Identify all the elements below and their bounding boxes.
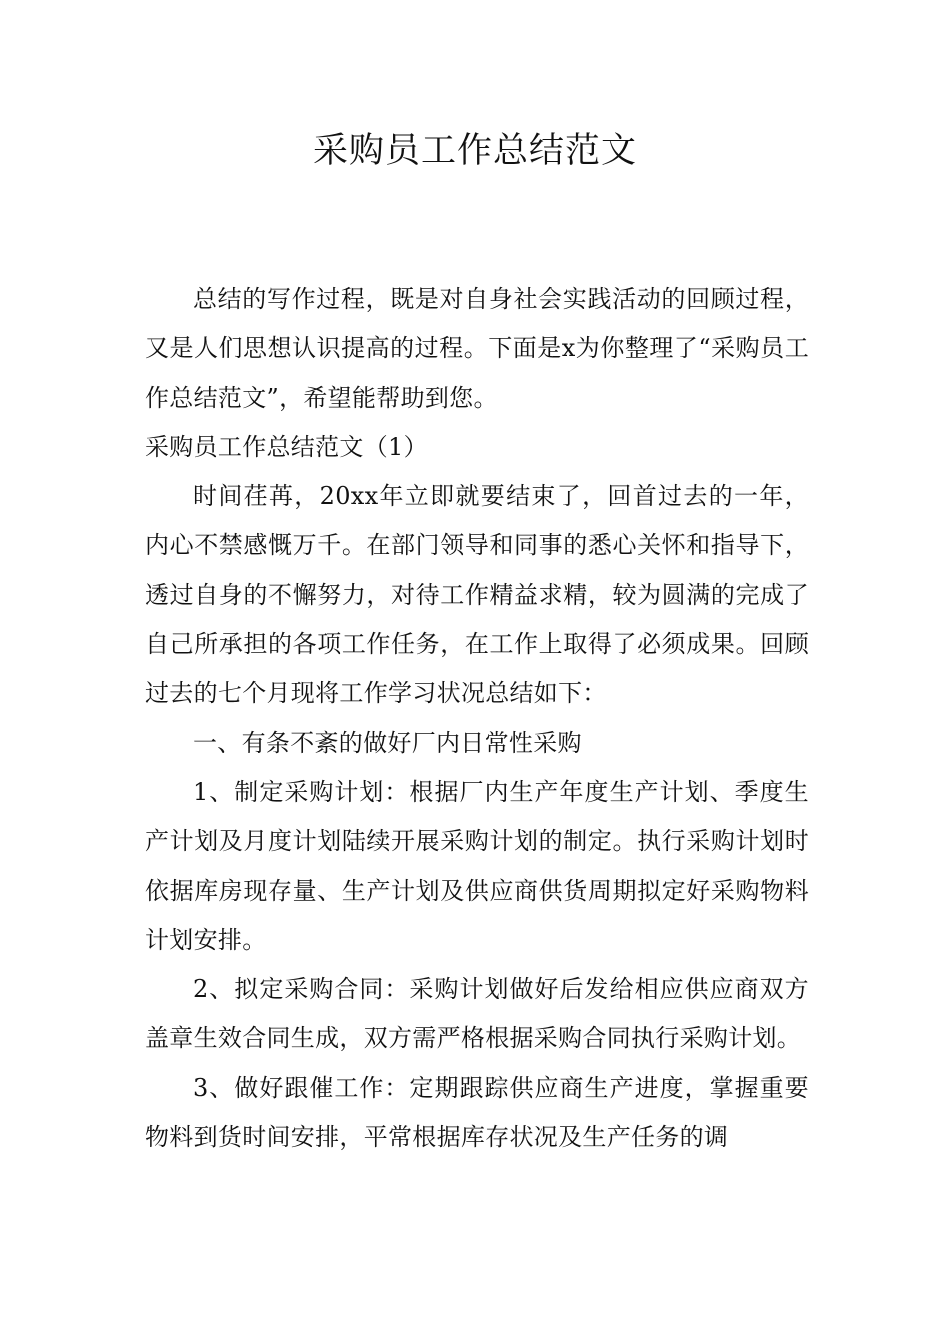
- document-title: 采购员工作总结范文: [312, 131, 637, 171]
- list-item: 2、拟定采购合同：采购计划做好后发给相应供应商双方盖章生效合同生成，双方需严格根据采购合同执行采购计划。: [145, 975, 809, 1053]
- document-body: [145, 275, 809, 1162]
- list-item: 1、制定采购计划：根据厂内生产年度生产计划、季度生产计划及月度计划陆续开展采购计划的制定。执行采购计划时依据库房现存量、生产计划及供应商供货周期拟定好采购物料计划安排。: [145, 777, 809, 954]
- body-paragraph: 时间荏苒，20xx年立即就要结束了，回首过去的一年，内心不禁感慨万千。在部门领导和同事的悉心关怀和指导下，透过自身的不懈努力，对待工作精益求精，较为圆满的完成了自己所承担的各项工作任务，在工作上取得了必须成果。回顾过去的七个月现将工作学习状况总结如下：: [145, 482, 809, 708]
- subsection-heading: 一、有条不紊的做好厂内日常性采购: [193, 728, 582, 757]
- intro-paragraph: 总结的写作过程，既是对自身社会实践活动的回顾过程，又是人们思想认识提高的过程。下面是x为你整理了“采购员工作总结范文”，希望能帮助到您。: [145, 285, 809, 412]
- section-heading: 采购员工作总结范文（1）: [145, 432, 428, 461]
- list-item: 3、做好跟催工作：定期跟踪供应商生产进度，掌握重要物料到货时间安排，平常根据库存状况及生产任务的调: [145, 1073, 809, 1152]
